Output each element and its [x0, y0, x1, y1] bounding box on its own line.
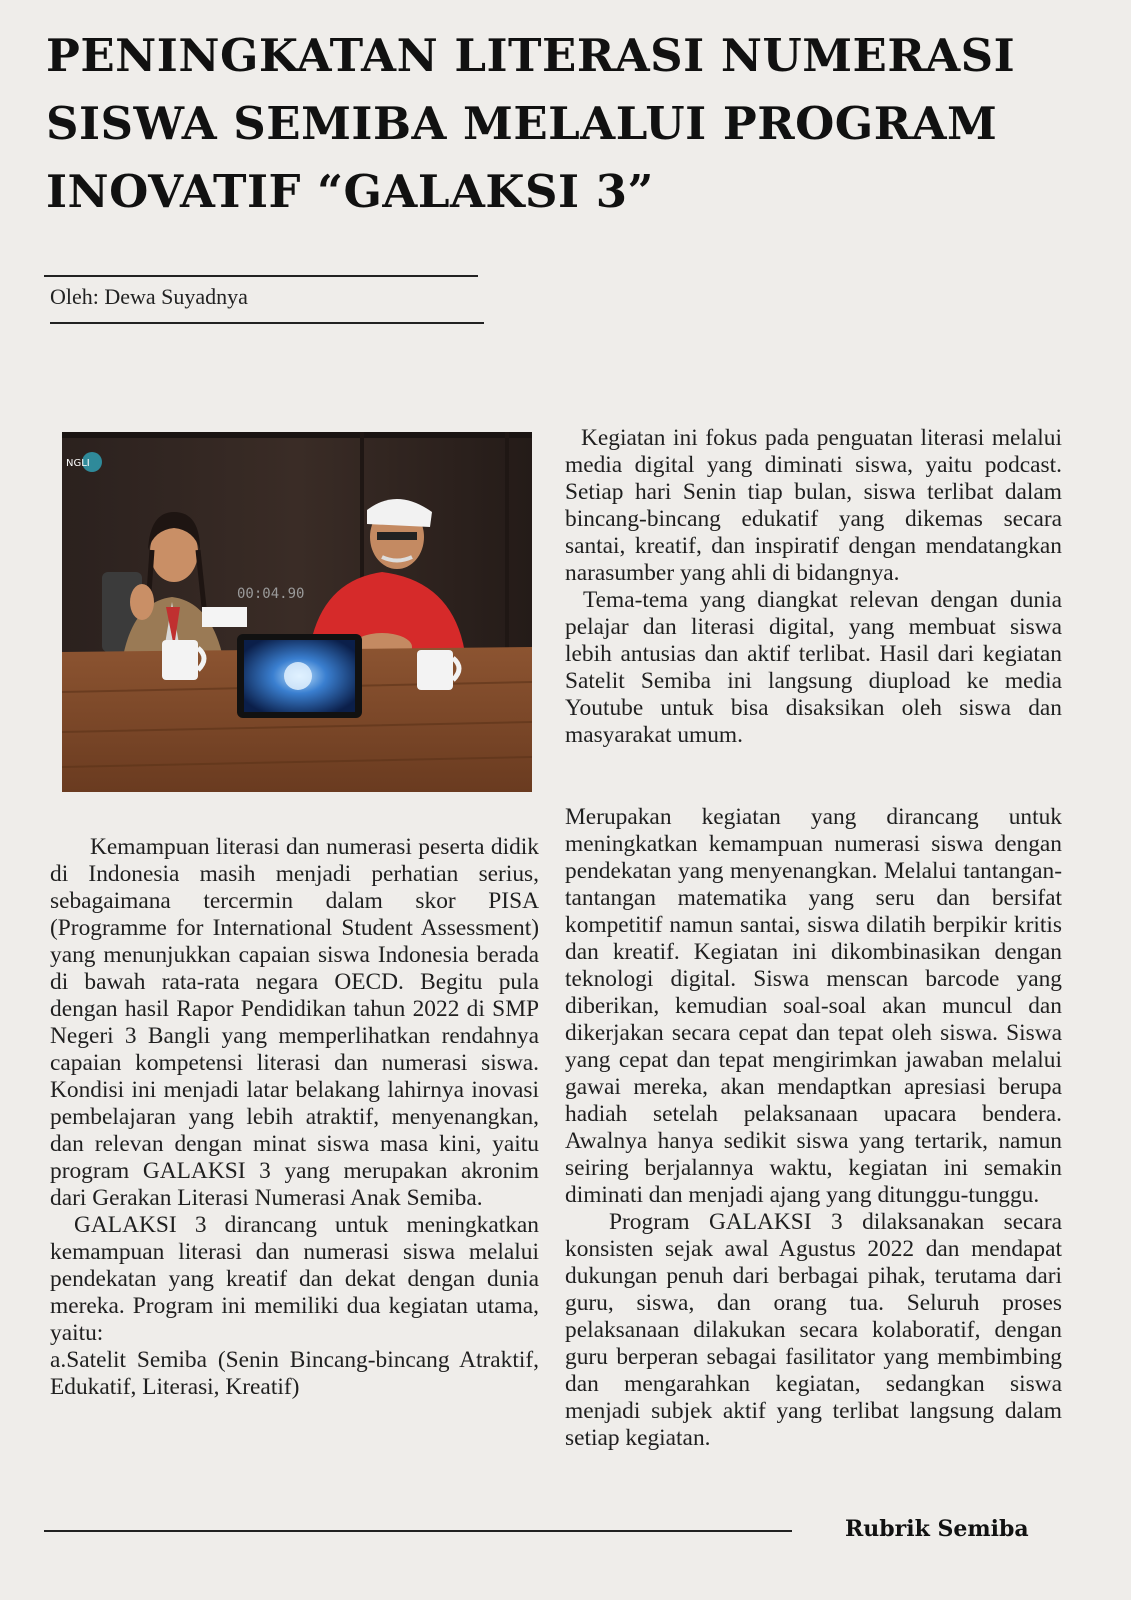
article-photo — [62, 432, 532, 792]
photo-timer: 00:04.90 — [237, 586, 305, 602]
title-line-1: PENINGKATAN LITERASI NUMERASI — [46, 29, 1016, 82]
byline-top-rule — [44, 275, 478, 277]
byline-bottom-rule — [50, 322, 484, 324]
right-paragraph-3: Merupakan kegiatan yang dirancang untuk meningkatkan kemampuan numerasi siswa dengan pendekatan yang menyenangkan. Melalui tantangan-tantangan matematika yang seru dan bersifat kompetitif namun santai, siswa dilatih berpikir kritis dan kreatif. Kegiatan ini dikombinasikan dengan teknologi digital. Siswa menscan barcode yang diberikan, kemudian soal-soal akan muncul dan dikerjakan secara cepat dan tepat oleh siswa. Siswa yang cepat dan tepat mengirimkan jawaban melalui gawai mereka, akan mendaptkan apresiasi berupa hadiah setelah pelaksanaan upacara bendera. Awalnya hanya sedikit siswa yang tertarik, namun seiring berjalannya waktu, kegiatan ini semakin diminati dan menjadi ajang yang ditunggu-tunggu. — [565, 804, 1062, 1208]
right-column-top — [565, 425, 1062, 749]
photo-logo-text: NGLI — [66, 458, 90, 469]
left-column — [50, 834, 539, 1401]
byline: Oleh: Dewa Suyadnya — [50, 284, 248, 309]
left-paragraph-2: GALAKSI 3 dirancang untuk meningkatkan kemampuan literasi dan numerasi siswa melalui pendekatan yang kreatif dan dekat dengan dunia mereka. Program ini memiliki dua kegiatan utama, yaitu: — [50, 1212, 539, 1346]
podcast-scene-illustration — [62, 432, 532, 792]
footer-rule — [44, 1530, 792, 1532]
title-line-3: INOVATIF “GALAKSI 3” — [46, 165, 654, 218]
left-paragraph-3: a.Satelit Semiba (Senin Bincang-bincang Atraktif, Edukatif, Literasi, Kreatif) — [50, 1347, 539, 1400]
left-paragraph-1: Kemampuan literasi dan numerasi peserta didik di Indonesia masih menjadi perhatian serius, sebagaimana tercermin dalam skor PISA (Programme for International Student Assessment) yang menunjukkan capaian siswa Indonesia berada di bawah rata-rata negara OECD. Begitu pula dengan hasil Rapor Pendidikan tahun 2022 di SMP Negeri 3 Bangli yang memperlihatkan rendahnya capaian kompetensi literasi dan numerasi siswa. Kondisi ini menjadi latar belakang lahirnya inovasi pembelajaran yang lebih atraktif, menyenangkan, dan relevan dengan minat siswa masa kini, yaitu program GALAKSI 3 yang merupakan akronim dari Gerakan Literasi Numerasi Anak Semiba. — [50, 834, 539, 1211]
right-paragraph-4: Program GALAKSI 3 dilaksanakan secara konsisten sejak awal Agustus 2022 dan mendapat dukungan penuh dari berbagai pihak, terutama dari guru, siswa, dan orang tua. Seluruh proses pelaksanaan dilakukan secara kolaboratif, dengan guru berperan sebagai fasilitator yang membimbing dan mengarahkan kegiatan, sedangkan siswa menjadi subjek aktif yang terlibat langsung dalam setiap kegiatan. — [565, 1209, 1062, 1451]
right-paragraph-2: Tema-tema yang diangkat relevan dengan dunia pelajar dan literasi digital, yang membuat siswa lebih antusias dan aktif terlibat. Hasil dari kegiatan Satelit Semiba ini langsung diupload ke media Youtube untuk bisa disaksikan oleh siswa dan masyarakat umum. — [565, 587, 1062, 748]
article-title — [46, 22, 1046, 226]
footer-rubrik-label: Rubrik Semiba — [845, 1516, 1029, 1542]
title-line-2: SISWA SEMIBA MELALUI PROGRAM — [46, 97, 998, 150]
right-column-bottom — [565, 804, 1062, 1452]
right-paragraph-1: Kegiatan ini fokus pada penguatan literasi melalui media digital yang diminati siswa, yaitu podcast. Setiap hari Senin tiap bulan, siswa terlibat dalam bincang-bincang edukatif yang dikemas secara santai, kreatif, dan inspiratif dengan mendatangkan narasumber yang ahli di bidangnya. — [565, 425, 1062, 586]
